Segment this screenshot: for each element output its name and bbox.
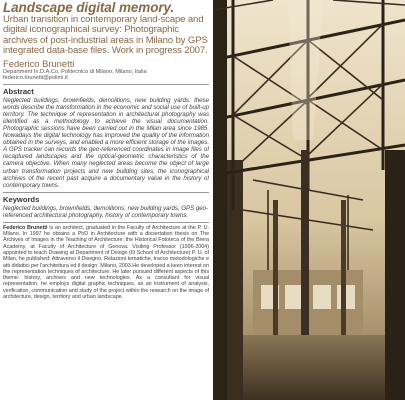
industrial-building-photo [213, 0, 405, 400]
article-subtitle: Urban transition in contemporary land-scape and digital iconographical survey: Photographic archives of post-industrial areas in Milano by GPS integrated data-base files. Work in progress 2007. [3, 14, 208, 57]
abstract-heading: Abstract [3, 87, 34, 97]
bio-text: is an architect, graduated in the Faculty of Architecture at the P. U. Milano. In 1997 he obtains a PhD in Architecture with a dissertation thesis on The Archives of Images in the Teaching of Architecture: the Historical Fototeca of the Brera Academy, at Faculty of Architecture of Genova. Visiting Professor (1996-2004) appointed to teach Drawing at Department of Design (III School of Architecture) P. U. of Milan, he published: Attraverso il Disegno. Relazioni tematiche, tracce metodologiche e atti didattici per l'architettura ed il design. Milano, 2003.He developed a keen interest on the representation techniques of architecture. He later pursued different aspects of this theme: history, archives and new technologies. As a consultant for visual representation, he employs digital graphic techniques, as an instrument of analysis, verification, communication and study of the project within the research on the image of architecture, design, territory and urban landscape. [3, 224, 209, 300]
divider [3, 222, 209, 223]
author-bio [3, 225, 209, 301]
author-email[interactable]: federico.brunetti@polimi.it [3, 74, 68, 81]
author-name: Federico Brunetti [3, 57, 75, 69]
bio-author-name: Federico Brunetti [3, 224, 48, 231]
keywords-text: Neglected buildings, brownfields, demolitions, new building yards, GPS geo-referenced architectural photography, history of contemporary towns. [3, 204, 209, 219]
roof-truss-photo-graphic [213, 0, 405, 400]
author-affiliation: Department In.D.A.Co, Politecnico di Milano, Milano, Italia [3, 68, 147, 75]
divider [3, 192, 209, 193]
keywords-heading: Keywords [3, 194, 40, 204]
abstract-text: Neglected buildings, brownfields, demolitions, new building yards: these words describe the transformation in the economic and social use of built-up territory. The technique of representation in architectural photography was identified as a methodology to achieve the visual documentation. Photographic sessions have been carried out in the Milan area since 1985. Nowadays the digital technology has improved the quality of the information obtained in the surveys, and enabled a more efficient storage of the images. A GPS tracker can records the geo-referenced coordinates in image files of recaptured landscapes and the optical-geometric characteristics of the camera objective. When many neglected areas become the object of large urban transformation projects and new building sites, the iconographical archives of the recent past acquire a documentary value in the history of contemporary towns. [3, 97, 209, 189]
article-title: Landscape digital memory. [3, 0, 175, 15]
text-column [3, 0, 209, 400]
divider [3, 84, 209, 85]
